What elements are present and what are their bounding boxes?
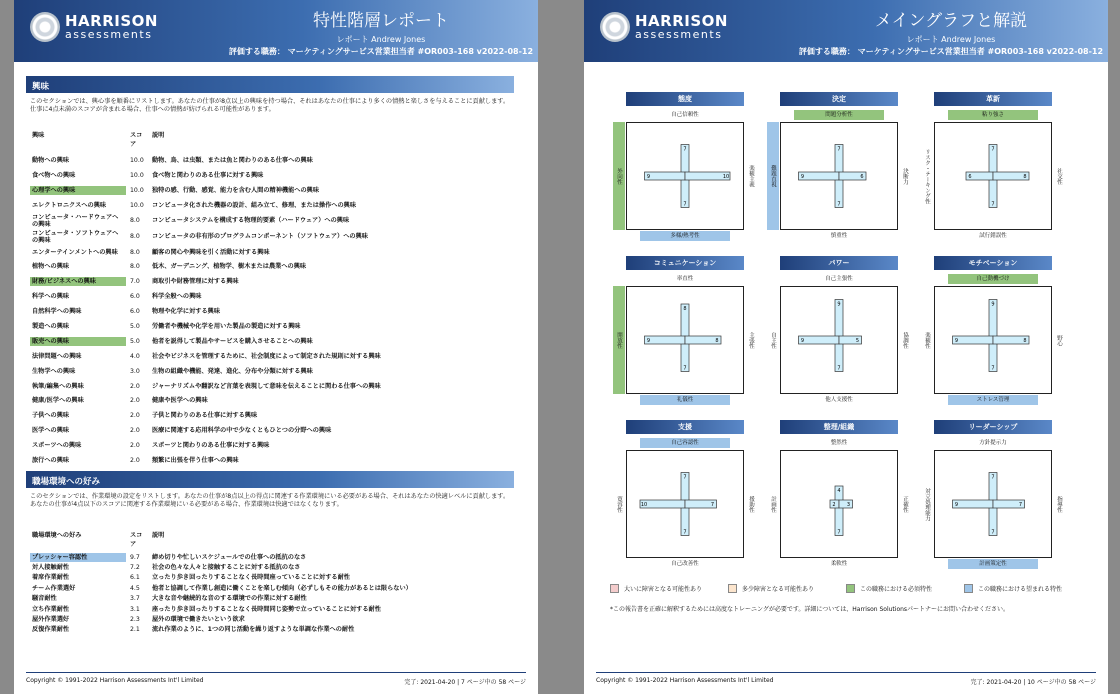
- page-title: メイングラフと解説: [874, 11, 1028, 31]
- row-name: 科学への興味: [32, 293, 70, 301]
- row-score: 8.0: [130, 233, 140, 241]
- row-description: 商取引や財務管理に対する興味: [152, 278, 239, 286]
- arm-left: [953, 500, 994, 508]
- row-description: 締め切りや忙しいスケジュールでの仕事への抵抗のなさ: [152, 553, 307, 561]
- row-score: 8.0: [130, 248, 140, 256]
- copyright: Copyright © 1991-2022 Harrison Assessments Int'l Limited: [26, 677, 204, 684]
- trait-graph: [924, 256, 1062, 411]
- trait-label-right: 楽観主義: [748, 165, 754, 187]
- logo-sub: assessments: [635, 28, 723, 41]
- cross-chart: [627, 123, 743, 229]
- row-score: 5.0: [130, 322, 140, 330]
- trait-label-top: 自己主張性: [825, 276, 853, 282]
- table-row: [30, 423, 510, 438]
- graph-title: パワー: [780, 256, 898, 270]
- value-right: 5: [855, 338, 860, 344]
- value-right: 7: [1018, 502, 1023, 508]
- value-left: 9: [800, 338, 805, 344]
- table-row: [30, 274, 510, 289]
- row-name: 財務/ビジネスへの興味: [30, 277, 126, 286]
- trait-label-left: 計画性: [770, 495, 776, 513]
- trait-graph: [616, 92, 754, 247]
- value-top: 7: [991, 146, 995, 153]
- trait-label-bottom: 慎重性: [830, 233, 848, 239]
- value-top: 4: [837, 488, 841, 494]
- table-row: [30, 153, 510, 168]
- graph-title: 支援: [626, 420, 744, 434]
- table-row: [30, 168, 510, 183]
- value-right: 7: [710, 502, 715, 508]
- row-score: 2.0: [130, 412, 140, 420]
- table-row: [30, 213, 510, 229]
- row-description: 子供と関わりのある仕事に対する興味: [152, 412, 258, 420]
- trait-label-left: 対立処理能力: [924, 487, 930, 521]
- row-description: スポーツと関わりのある仕事に対する興味: [152, 442, 270, 450]
- row-name: 子供への興味: [32, 412, 70, 420]
- legend-label: この職務における必須特性: [860, 586, 933, 593]
- logo-ring-icon: [600, 12, 630, 42]
- trait-graph: [770, 256, 908, 411]
- row-score: 10.0: [130, 171, 144, 179]
- table-row: [30, 349, 510, 364]
- row-name: エンターテインメントへの興味: [32, 248, 118, 256]
- col-header-desc: 説明: [152, 132, 165, 139]
- row-score: 2.1: [130, 626, 140, 634]
- legend-swatch: [964, 584, 973, 593]
- table-row: [30, 583, 510, 593]
- row-score: 4.5: [130, 584, 140, 592]
- row-name: プレッシャー容認性: [30, 553, 126, 562]
- row-description: 科学全般への興味: [152, 293, 202, 301]
- trait-graph: [924, 92, 1062, 247]
- report-page-graphs: [584, 0, 1108, 694]
- row-name: 販売への興味: [30, 337, 126, 346]
- table-row: [30, 573, 510, 583]
- table-row: [30, 594, 510, 604]
- graph-box: [626, 122, 744, 230]
- row-description: 社会やビジネスを管理するために、社会制度によって制定された規則に対する興味: [152, 352, 381, 360]
- legend-swatch: [728, 584, 737, 593]
- row-description: コンピュータ化された機器の設計、組み立て、修理、または操作への興味: [152, 201, 357, 209]
- trait-label-left: 難題直視: [767, 122, 779, 230]
- report-page-traits: [14, 0, 538, 694]
- table-row: [30, 289, 510, 304]
- value-right: 8: [1023, 174, 1027, 180]
- row-score: 7.2: [130, 564, 140, 572]
- row-score: 2.0: [130, 397, 140, 405]
- graph-box: [780, 122, 898, 230]
- row-description: 立ったり歩き回ったりすることなく長時間座っていることに対する耐性: [152, 574, 350, 582]
- row-description: 頻繁に出張を伴う仕事への興味: [152, 456, 239, 464]
- trait-label-top: 自己動機づけ: [948, 274, 1038, 284]
- trait-label-top: 率直性: [676, 276, 694, 282]
- value-top: 7: [991, 474, 995, 481]
- value-bottom: 7: [991, 365, 995, 372]
- table-row: [30, 453, 510, 468]
- trait-label-bottom: 礼儀性: [640, 395, 730, 405]
- table-row: [30, 438, 510, 453]
- col-header-score: スコア: [130, 532, 143, 548]
- cross-chart: [627, 451, 743, 557]
- trait-label-right: 指導性: [1056, 495, 1062, 513]
- row-name: 食べ物への興味: [32, 171, 76, 179]
- page-info: 完了: 2021-04-20 | 10 ページ中の 58 ページ: [970, 679, 1096, 686]
- page-footer: [26, 672, 526, 686]
- row-score: 3.0: [130, 367, 140, 375]
- table-row: [30, 379, 510, 394]
- section-intro-interests: このセクションでは、興心事を順番にリストします。あなたの仕事が8点以上の興味を持つ場合、それはあなたの仕事により多くの情熱と楽しさを与えることに貢献します。仕事に4点未満のスコアが含まれる場合、仕事への情熱が妨げられる可能性があります。: [30, 98, 510, 113]
- row-score: 3.7: [130, 595, 140, 603]
- row-description: ジャーナリズムや翻訳など言葉を表現して意味を伝えることに関わる仕事への興味: [152, 382, 381, 390]
- value-left: 2: [832, 502, 836, 508]
- cross-chart: [781, 123, 897, 229]
- trait-label-top: 自己信頼性: [671, 112, 699, 118]
- table-row: [30, 562, 510, 572]
- trait-graph: [770, 92, 908, 247]
- row-description: 他者を説得して製品やサービスを購入させることへの興味: [152, 337, 313, 345]
- row-description: 物理や化学に対する興味: [152, 308, 221, 316]
- row-score: 10.0: [130, 186, 144, 194]
- value-top: 7: [837, 146, 841, 153]
- copyright: Copyright © 1991-2022 Harrison Assessments Int'l Limited: [596, 677, 774, 684]
- trait-label-bottom: ストレス管理: [948, 395, 1038, 405]
- row-description: 他者と協調して作業し創造に働くことを楽しむ傾向（必ずしもその能力があるとは限らない）: [152, 584, 412, 592]
- row-description: 生物の組織や機能、発達、進化、分布や分類に対する興味: [152, 367, 313, 375]
- row-name: エレクトロニクスへの興味: [32, 201, 107, 209]
- page-subtitle: レポート Andrew Jones: [906, 35, 996, 44]
- job-line: 評価する職務： マーケティングサービス営業担当者 #OR003-168 v2022-08-12: [798, 47, 1104, 56]
- cross-chart: [935, 123, 1051, 229]
- arm-left: [645, 172, 686, 180]
- value-left: 9: [800, 174, 805, 180]
- row-score: 10.0: [130, 156, 144, 164]
- row-name: 法律問題への興味: [32, 352, 82, 360]
- section-header-environment: 職場環境への好み: [26, 471, 514, 488]
- row-description: 大きな音や継続的な音のする環境での作業に対する耐性: [152, 595, 307, 603]
- row-score: 3.1: [130, 605, 140, 613]
- cross-chart: [935, 287, 1051, 393]
- value-left: 9: [646, 174, 651, 180]
- table-row: [30, 304, 510, 319]
- page-header: [14, 0, 538, 62]
- logo-brand: HARRISON: [635, 12, 728, 30]
- cross-chart: [781, 287, 897, 393]
- trait-graph: [770, 420, 908, 575]
- trait-label-left: リスク・テーキング性: [924, 148, 930, 204]
- row-description: 食べ物と関わりのある仕事に対する興味: [152, 171, 264, 179]
- row-score: 2.0: [130, 442, 140, 450]
- value-right: 10: [722, 174, 730, 180]
- logo-brand: HARRISON: [65, 12, 158, 30]
- value-left: 9: [646, 338, 651, 344]
- row-description: 座ったり歩き回ったりすることなく長時間同じ姿勢で立っていることに対する耐性: [152, 605, 381, 613]
- table-row: [30, 259, 510, 274]
- legend-label: この職務における望まれる特性: [978, 586, 1063, 593]
- row-name: 屋外作業選好: [32, 616, 70, 624]
- graph-box: [934, 122, 1052, 230]
- value-right: 3: [846, 502, 851, 508]
- row-description: 低木、ガーデニング、植物学、樹木または農業への興味: [152, 263, 307, 271]
- row-name: 心理学への興味: [30, 186, 126, 195]
- trait-label-bottom: 自己改善性: [671, 561, 699, 567]
- row-name: コンピュータ・ハードウェアへの興味: [32, 213, 119, 228]
- cross-chart: [781, 451, 897, 557]
- graph-box: [626, 286, 744, 394]
- legend-label: 多少障害となる可能性あり: [742, 586, 815, 593]
- row-description: 顧客の関心や興味を引く活動に対する興味: [152, 248, 270, 256]
- value-bottom: 7: [837, 365, 841, 372]
- row-name: 植物への興味: [32, 263, 70, 271]
- trait-label-right: 正確性: [902, 495, 908, 513]
- value-top: 8: [683, 306, 687, 312]
- value-bottom: 7: [683, 529, 687, 536]
- legend-item: [964, 584, 1076, 593]
- table-row: [30, 229, 510, 245]
- row-score: 5.0: [130, 337, 140, 345]
- row-score: 8.0: [130, 217, 140, 225]
- col-header-desc: 説明: [152, 532, 165, 539]
- harrison-logo: [600, 12, 728, 42]
- page-header: [584, 0, 1108, 62]
- table-row: [30, 408, 510, 423]
- trait-label-bottom: 多様/熱考性: [640, 231, 730, 241]
- row-name: 旅行への興味: [32, 456, 70, 464]
- value-right: 8: [1023, 338, 1027, 344]
- trait-label-right: 決断力: [902, 167, 908, 185]
- table-row: [30, 614, 510, 624]
- arm-left: [799, 336, 840, 344]
- row-name: チーム作業選好: [32, 584, 76, 592]
- row-description: 独特の感、行動、感覚、能力を含む人間の精神機能への興味: [152, 186, 320, 194]
- value-bottom: 7: [991, 201, 995, 208]
- value-top: 9: [991, 301, 995, 308]
- value-left: 6: [968, 174, 972, 180]
- row-score: 6.0: [130, 293, 140, 301]
- row-score: 2.0: [130, 382, 140, 390]
- row-description: 屋外の環境で働きたいという欲求: [152, 616, 245, 624]
- row-name: 医学への興味: [32, 427, 70, 435]
- legend-item: [728, 584, 840, 593]
- row-description: 動物、鳥、は虫類、または魚と関わりのある仕事への興味: [152, 156, 313, 164]
- table-row: [30, 625, 510, 635]
- graph-title: 革新: [934, 92, 1052, 106]
- graph-box: [780, 286, 898, 394]
- page-info: 完了: 2021-04-20 | 7 ページ中の 58 ページ: [404, 679, 526, 686]
- row-name: 健康/医学への興味: [32, 397, 84, 405]
- section-header-interests: 興味: [26, 76, 514, 93]
- row-score: 2.0: [130, 456, 140, 464]
- table-row: [30, 393, 510, 408]
- page-title: 特性階層レポート: [313, 11, 449, 31]
- trait-label-bottom: 柔軟性: [830, 561, 848, 567]
- value-left: 9: [954, 338, 959, 344]
- legend-swatch: [610, 584, 619, 593]
- row-name: 反復作業耐性: [32, 626, 70, 634]
- row-score: 4.0: [130, 352, 140, 360]
- trait-label-bottom: 他人支援性: [825, 397, 853, 403]
- col-header-score: スコア: [130, 132, 143, 148]
- trait-label-top: 粘り強さ: [948, 110, 1038, 120]
- harrison-logo: [30, 12, 158, 42]
- trait-label-top: 自己容認性: [640, 438, 730, 448]
- row-description: コンピュータシステムを構成する物理的要素（ハードウェア）への興味: [152, 217, 350, 225]
- training-note: *この報告書を正確に解釈するためには高度なトレーニングが必要です。詳細については、Harrison Solutionsパートナーにお問い合わせください。: [610, 606, 1010, 613]
- table-row: [30, 183, 510, 198]
- row-name: コンピュータ・ソフトウェアへの興味: [32, 229, 119, 244]
- table-row: [30, 552, 510, 562]
- trait-label-right: 野心: [1056, 334, 1062, 346]
- row-name: 執筆/編集への興味: [32, 382, 84, 390]
- legend-label: 大いに障害となる可能性あり: [624, 586, 703, 593]
- graph-box: [934, 286, 1052, 394]
- trait-label-right: 社交性: [1056, 167, 1062, 185]
- row-score: 10.0: [130, 201, 144, 209]
- trait-label-right: 援助性: [748, 495, 754, 513]
- legend-item: [846, 584, 958, 593]
- cross-chart: [627, 287, 743, 393]
- row-description: 医療に関連する応用科学の中で少なくともひとつの分野への興味: [152, 427, 332, 435]
- row-name: 立ち作業耐性: [32, 605, 70, 613]
- trait-graph: [924, 420, 1062, 575]
- value-bottom: 7: [837, 201, 841, 208]
- value-top: 7: [683, 146, 687, 153]
- row-description: 流れ作業のように、1つの同じ活動を繰り返すような単調な作業への耐性: [152, 626, 355, 634]
- table-row: [30, 319, 510, 334]
- value-bottom: 7: [991, 529, 995, 536]
- trait-label-left: 開放性: [613, 286, 625, 394]
- row-name: 対人接触耐性: [32, 564, 70, 572]
- row-name: 製造への興味: [32, 322, 70, 330]
- col-header-name: 職場環境への好み: [32, 532, 82, 539]
- legend-item: [610, 584, 722, 593]
- value-right: 8: [715, 338, 719, 344]
- trait-label-right: 主張性: [748, 331, 754, 349]
- row-description: コンピュータの非有形のプログラムコンポーネント（ソフトウェア）への興味: [152, 233, 368, 241]
- row-description: 労働者や機械や化学を用いた製品の製造に対する興味: [152, 322, 301, 330]
- value-right: 6: [860, 174, 864, 180]
- value-left: 9: [954, 502, 959, 508]
- logo-sub: assessments: [65, 28, 153, 41]
- row-score: 6.1: [130, 574, 140, 582]
- row-description: 健康や医学への興味: [152, 397, 208, 405]
- trait-label-top: 整然性: [830, 440, 848, 446]
- graph-title: 決定: [780, 92, 898, 106]
- job-line: 評価する職務： マーケティングサービス営業担当者 #OR003-168 v2022-08-12: [228, 47, 534, 56]
- trait-label-left: 外向性: [613, 122, 625, 230]
- environment-table: [30, 552, 510, 635]
- value-top: 9: [837, 301, 841, 308]
- value-bottom: 7: [837, 529, 841, 536]
- graph-title: モチベーション: [934, 256, 1052, 270]
- trait-label-left: 楽観性: [924, 331, 930, 349]
- trait-label-bottom: 計画策定性: [948, 559, 1038, 569]
- row-name: 動物への興味: [32, 156, 70, 164]
- col-header-name: 興味: [32, 132, 45, 139]
- row-name: 着席作業耐性: [32, 574, 70, 582]
- trait-label-top: 方針提示力: [979, 440, 1007, 446]
- value-bottom: 7: [683, 365, 687, 372]
- trait-label-left: 寛容性: [616, 495, 622, 513]
- row-name: スポーツへの興味: [32, 442, 82, 450]
- graph-title: リーダーシップ: [934, 420, 1052, 434]
- value-bottom: 7: [683, 201, 687, 208]
- trait-graph: [616, 420, 754, 575]
- cross-chart: [935, 451, 1051, 557]
- row-description: 社会の色々な人々と接触することに対する抵抗のなさ: [152, 564, 301, 572]
- row-name: 生物学への興味: [32, 367, 76, 375]
- arm-left: [799, 172, 840, 180]
- page-footer: [596, 672, 1096, 686]
- value-top: 7: [683, 474, 687, 481]
- graph-box: [934, 450, 1052, 558]
- graph-title: 態度: [626, 92, 744, 106]
- row-score: 9.7: [130, 553, 140, 561]
- row-score: 2.0: [130, 427, 140, 435]
- interests-table: [30, 153, 510, 468]
- value-left: 10: [640, 502, 648, 508]
- section-intro-environment: このセクションでは、作業環境の設定をリストします。あなたの仕事が8点以上の得点に関連する作業環境にいる必要がある場合、それはあなたの快適レベルに貢献します。あなたの仕事が4点以下のスコアに関連する作業環境にいる必要がある場合、作業環境は快適ではなくなります。: [30, 493, 510, 508]
- arm-left: [953, 336, 994, 344]
- page-subtitle: レポート Andrew Jones: [336, 35, 426, 44]
- legend-swatch: [846, 584, 855, 593]
- row-score: 8.0: [130, 263, 140, 271]
- row-name: 騒音耐性: [32, 595, 57, 603]
- arm-right: [839, 500, 853, 508]
- arm-left: [645, 336, 686, 344]
- graph-title: 整理/組織: [780, 420, 898, 434]
- row-score: 6.0: [130, 308, 140, 316]
- table-row: [30, 198, 510, 213]
- logo-ring-icon: [30, 12, 60, 42]
- trait-label-top: 問題分析性: [794, 110, 884, 120]
- trait-label-right: 協調性: [902, 331, 908, 349]
- graph-box: [626, 450, 744, 558]
- trait-label-left: 自主性: [770, 331, 776, 349]
- row-score: 7.0: [130, 278, 140, 286]
- row-name: 自然科学への興味: [32, 308, 82, 316]
- row-score: 2.3: [130, 616, 140, 624]
- table-row: [30, 334, 510, 349]
- trait-graph: [616, 256, 754, 411]
- table-row: [30, 604, 510, 614]
- graph-title: コミュニケーション: [626, 256, 744, 270]
- graph-box: [780, 450, 898, 558]
- table-row: [30, 364, 510, 379]
- trait-label-bottom: 試行錯誤性: [979, 233, 1007, 239]
- table-row: [30, 245, 510, 260]
